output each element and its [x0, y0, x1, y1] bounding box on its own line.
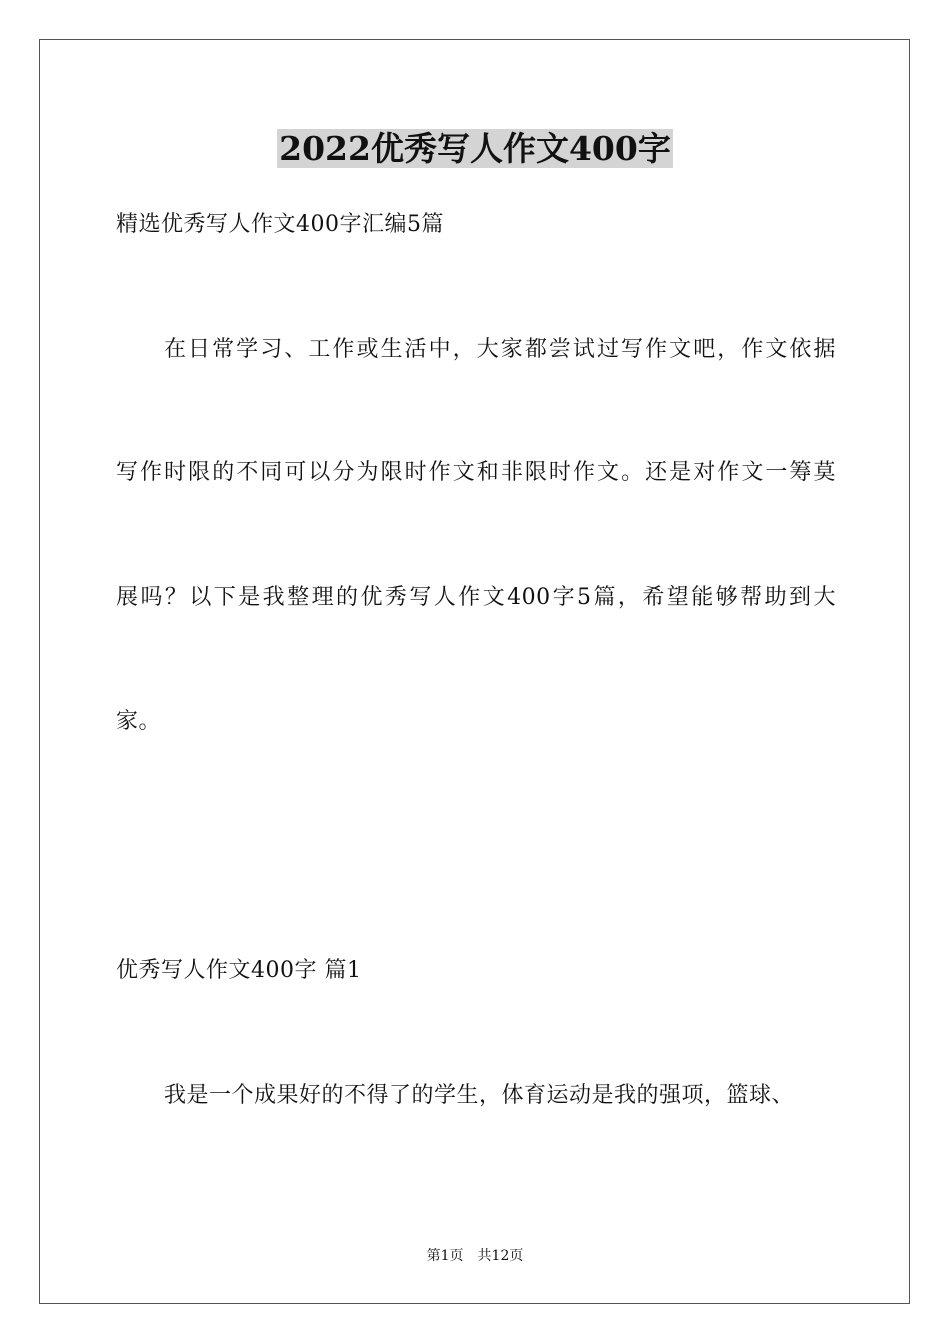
intro-line-4: 家。 — [116, 709, 162, 734]
document-subtitle: 精选优秀写人作文400字汇编5篇 — [116, 212, 444, 237]
section-heading: 优秀写人作文400字 篇1 — [116, 958, 362, 983]
intro-line-2: 写作时限的不同可以分为限时作文和非限时作文。还是对作文一筹莫 — [116, 460, 836, 485]
document-title — [0, 128, 950, 170]
footer-page-number: 第1页 — [426, 1248, 464, 1264]
intro-line-1: 在日常学习、工作或生活中，大家都尝试过写作文吧，作文依据 — [164, 337, 836, 362]
intro-line-3: 展吗？以下是我整理的优秀写人作文400字5篇，希望能够帮助到大 — [116, 585, 836, 610]
section-line-1: 我是一个成果好的不得了的学生，体育运动是我的强项，篮球、 — [164, 1083, 795, 1108]
footer-total-pages: 共12页 — [477, 1248, 524, 1264]
document-title-text: 2022优秀写人作文400字 — [279, 129, 671, 168]
page-footer — [0, 1246, 950, 1266]
